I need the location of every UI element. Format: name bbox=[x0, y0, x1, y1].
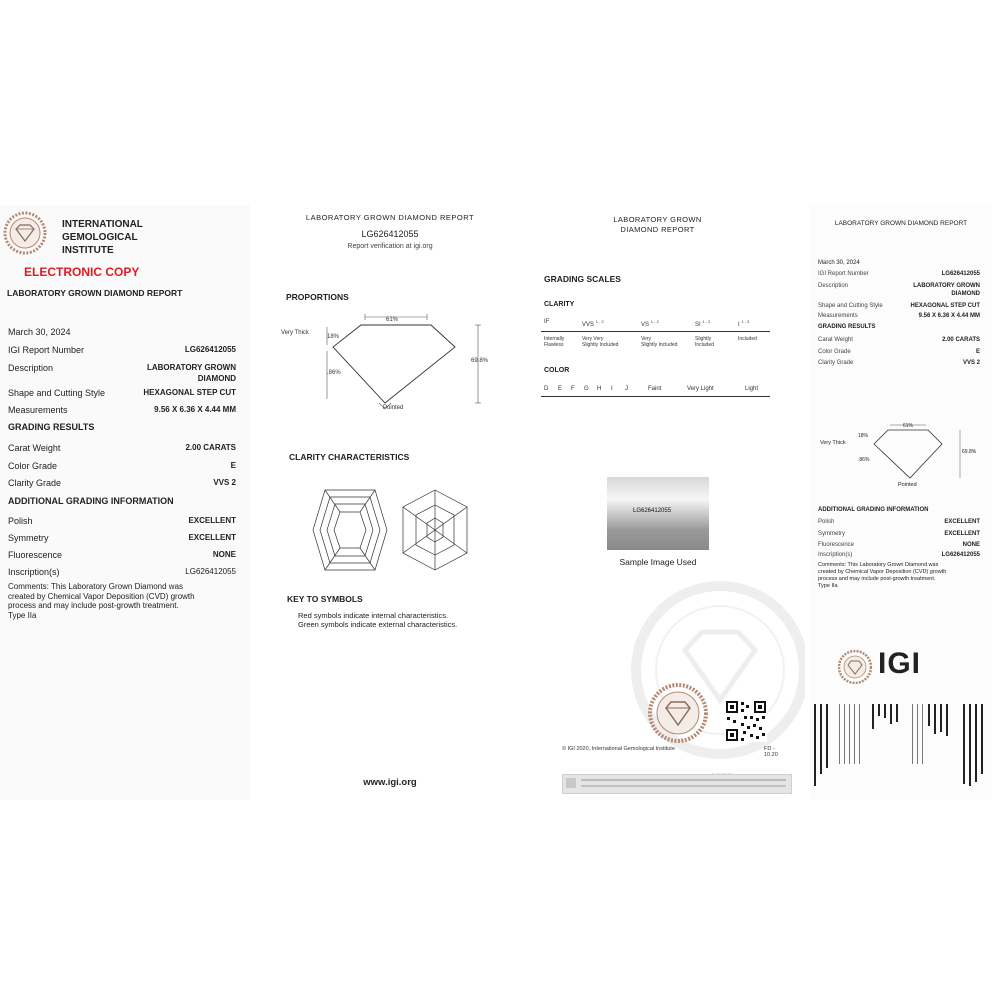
website-link[interactable]: www.igi.org bbox=[363, 777, 417, 788]
crown-percentage: 18% bbox=[327, 334, 340, 340]
color-grade: Light bbox=[745, 386, 759, 392]
report-panel-scales bbox=[535, 205, 780, 800]
igi-seal-icon bbox=[3, 211, 47, 255]
color-grade: D bbox=[544, 386, 549, 392]
key-text: Red symbols indicate internal characteristics. Green symbols indicate external characteristics. bbox=[298, 611, 458, 629]
depth-percentage: 69.8% bbox=[471, 358, 489, 364]
color-grade: F bbox=[571, 386, 575, 392]
clarity-grade: VS $^{1 - 2}$ bbox=[641, 319, 659, 328]
panel-title: LABORATORY GROWN DIAMOND REPORT bbox=[834, 220, 968, 227]
clarity-grade: SI $^{1 - 2}$ bbox=[695, 319, 711, 328]
clarity-plot-diagram bbox=[305, 485, 485, 575]
report-panel-summary: INTERNATIONAL GEMOLOGICAL INSTITUTE ELECTRONIC COPY LABORATORY GROWN DIAMOND REPORT March 30, 2024 IGI Report Number LG626412055 Description LABORATORY GROWN DIAMOND Shape and Cutting Style HEXAGONAL STEP CUT Measurements 9.56 X 6.36 X 4.44 MM GRADING RESULTS Carat Weight 2.00 CARATS Color Grade E Clarity Grade VVS 2 ADDITIONAL GRADING INFORMATION Polish EXCELLENT Symmetry EXCELLENT Fluorescence NONE Inscription(s) LG626412055 Comments: This Laboratory Grown Diamond was created by Chemical Vapor Deposition (CVD) growth process and may include post-growth treatment. Type IIa bbox=[0, 205, 250, 800]
culet-label: Pointed bbox=[383, 405, 404, 411]
report-panel-stub: LABORATORY GROWN DIAMOND REPORT March 30, 2024 IGI Report Number LG626412055 Description LABORATORY GROWN DIAMOND Shape and Cutting Style HEXAGONAL STEP CUT Measurements 9.56 X 6.36 X 4.44 MM GRADING RESULTS Carat Weight 2.00 CARATS Color Grade E Clarity Grade VVS 2 61% 18% .86% 69.8% Very Thick Pointed ADDITIONAL GRADING INFORMATION Polish EXCELLENT Symmetry EXCELLENT Fluorescence NONE Inscription(s) LG626412055 Comments: This Laboratory Grown Diamond was created by Chemical Vapor Deposition (CVD) growth process and may include post-growth treatment. Type IIa IGI bbox=[810, 205, 992, 800]
key-heading: KEY TO SYMBOLS bbox=[287, 594, 363, 604]
grading-scales-heading: GRADING SCALES bbox=[544, 274, 621, 284]
form-code: FD - 10.20 bbox=[764, 746, 778, 758]
panel-title: LABORATORY GROWN DIAMOND REPORT bbox=[305, 213, 475, 222]
section-heading: GRADING RESULTS bbox=[818, 324, 876, 330]
report-title: LABORATORY GROWN DIAMOND REPORT bbox=[7, 288, 183, 298]
clarity-desc: Slightly Included bbox=[695, 336, 714, 348]
section-heading: ADDITIONAL GRADING INFORMATION bbox=[818, 507, 929, 513]
color-grade: I bbox=[611, 386, 613, 392]
clarity-heading: CLARITY CHARACTERISTICS bbox=[289, 452, 410, 462]
culet-label: Pointed bbox=[898, 482, 917, 488]
clarity-desc: Included bbox=[738, 336, 757, 342]
sample-inscription-image: LG626412055 bbox=[607, 477, 709, 550]
color-grade: E bbox=[558, 386, 563, 392]
clarity-desc: Very Slightly Included bbox=[641, 336, 678, 348]
clarity-scale-rule bbox=[541, 331, 770, 332]
clarity-scale-label: CLARITY bbox=[544, 301, 575, 308]
color-scale-label: COLOR bbox=[544, 367, 570, 374]
igi-brand-logo: IGI bbox=[878, 647, 922, 680]
crown-percentage: 18% bbox=[858, 433, 869, 439]
table-percentage: 61% bbox=[386, 317, 399, 323]
report-number: LG626412055 bbox=[361, 229, 419, 239]
girdle-label: Very Thick bbox=[281, 330, 309, 336]
comments-block: Comments: This Laboratory Grown Diamond was created by Chemical Vapor Deposition (CVD) growth process and may include post-growth treatment. Type IIa bbox=[8, 582, 195, 620]
electronic-copy-label: ELECTRONIC COPY bbox=[24, 265, 140, 279]
igi-seal-icon bbox=[648, 683, 708, 743]
color-grade: G bbox=[584, 386, 589, 392]
report-panel-proportions bbox=[265, 205, 515, 800]
clarity-grade: I $^{1 - 3}$ bbox=[738, 319, 750, 328]
qr-code-icon[interactable] bbox=[725, 700, 767, 742]
clarity-grade: IF bbox=[544, 319, 550, 325]
section-heading: ADDITIONAL GRADING INFORMATION bbox=[8, 496, 174, 506]
sample-caption: Sample Image Used bbox=[619, 557, 697, 567]
panel-title: LABORATORY GROWN DIAMOND REPORT bbox=[613, 215, 702, 234]
verification-text: Report verification at igi.org bbox=[347, 243, 433, 250]
color-grade: Very Light bbox=[687, 386, 714, 392]
comments-block: Comments: This Laboratory Grown Diamond was created by Chemical Vapor Deposition (CVD) growth process and may include post-growth treatment. Type IIa bbox=[818, 562, 947, 589]
copyright-text: © IGI 2020, International Gemological Institute bbox=[562, 746, 675, 752]
igi-seal-icon bbox=[838, 650, 872, 684]
security-microtext-strip bbox=[562, 774, 792, 794]
pavilion-percentage: .86% bbox=[327, 370, 341, 376]
girdle-label: Very Thick bbox=[820, 440, 846, 446]
report-date: March 30, 2024 bbox=[8, 327, 71, 337]
clarity-grade: VVS $^{1 - 2}$ bbox=[582, 319, 604, 328]
color-scale-rule bbox=[541, 396, 770, 397]
section-heading: GRADING RESULTS bbox=[8, 422, 95, 432]
proportions-heading: PROPORTIONS bbox=[286, 292, 349, 302]
color-grade: Faint bbox=[648, 386, 662, 392]
org-name-line: INSTITUTE bbox=[62, 245, 114, 256]
depth-percentage: 69.8% bbox=[962, 449, 977, 455]
color-grade: H bbox=[597, 386, 602, 392]
clarity-desc: Internally Flawless bbox=[544, 336, 565, 348]
clarity-desc: Very Very Slightly Included bbox=[582, 336, 619, 348]
org-name-line: INTERNATIONAL bbox=[62, 219, 143, 230]
table-percentage: 61% bbox=[903, 423, 914, 429]
report-date: March 30, 2024 bbox=[818, 260, 860, 266]
pavilion-percentage: .86% bbox=[858, 457, 870, 463]
org-name-line: GEMOLOGICAL bbox=[62, 232, 138, 243]
color-grade: J bbox=[625, 386, 628, 392]
rotated-summary-stub bbox=[808, 700, 988, 795]
